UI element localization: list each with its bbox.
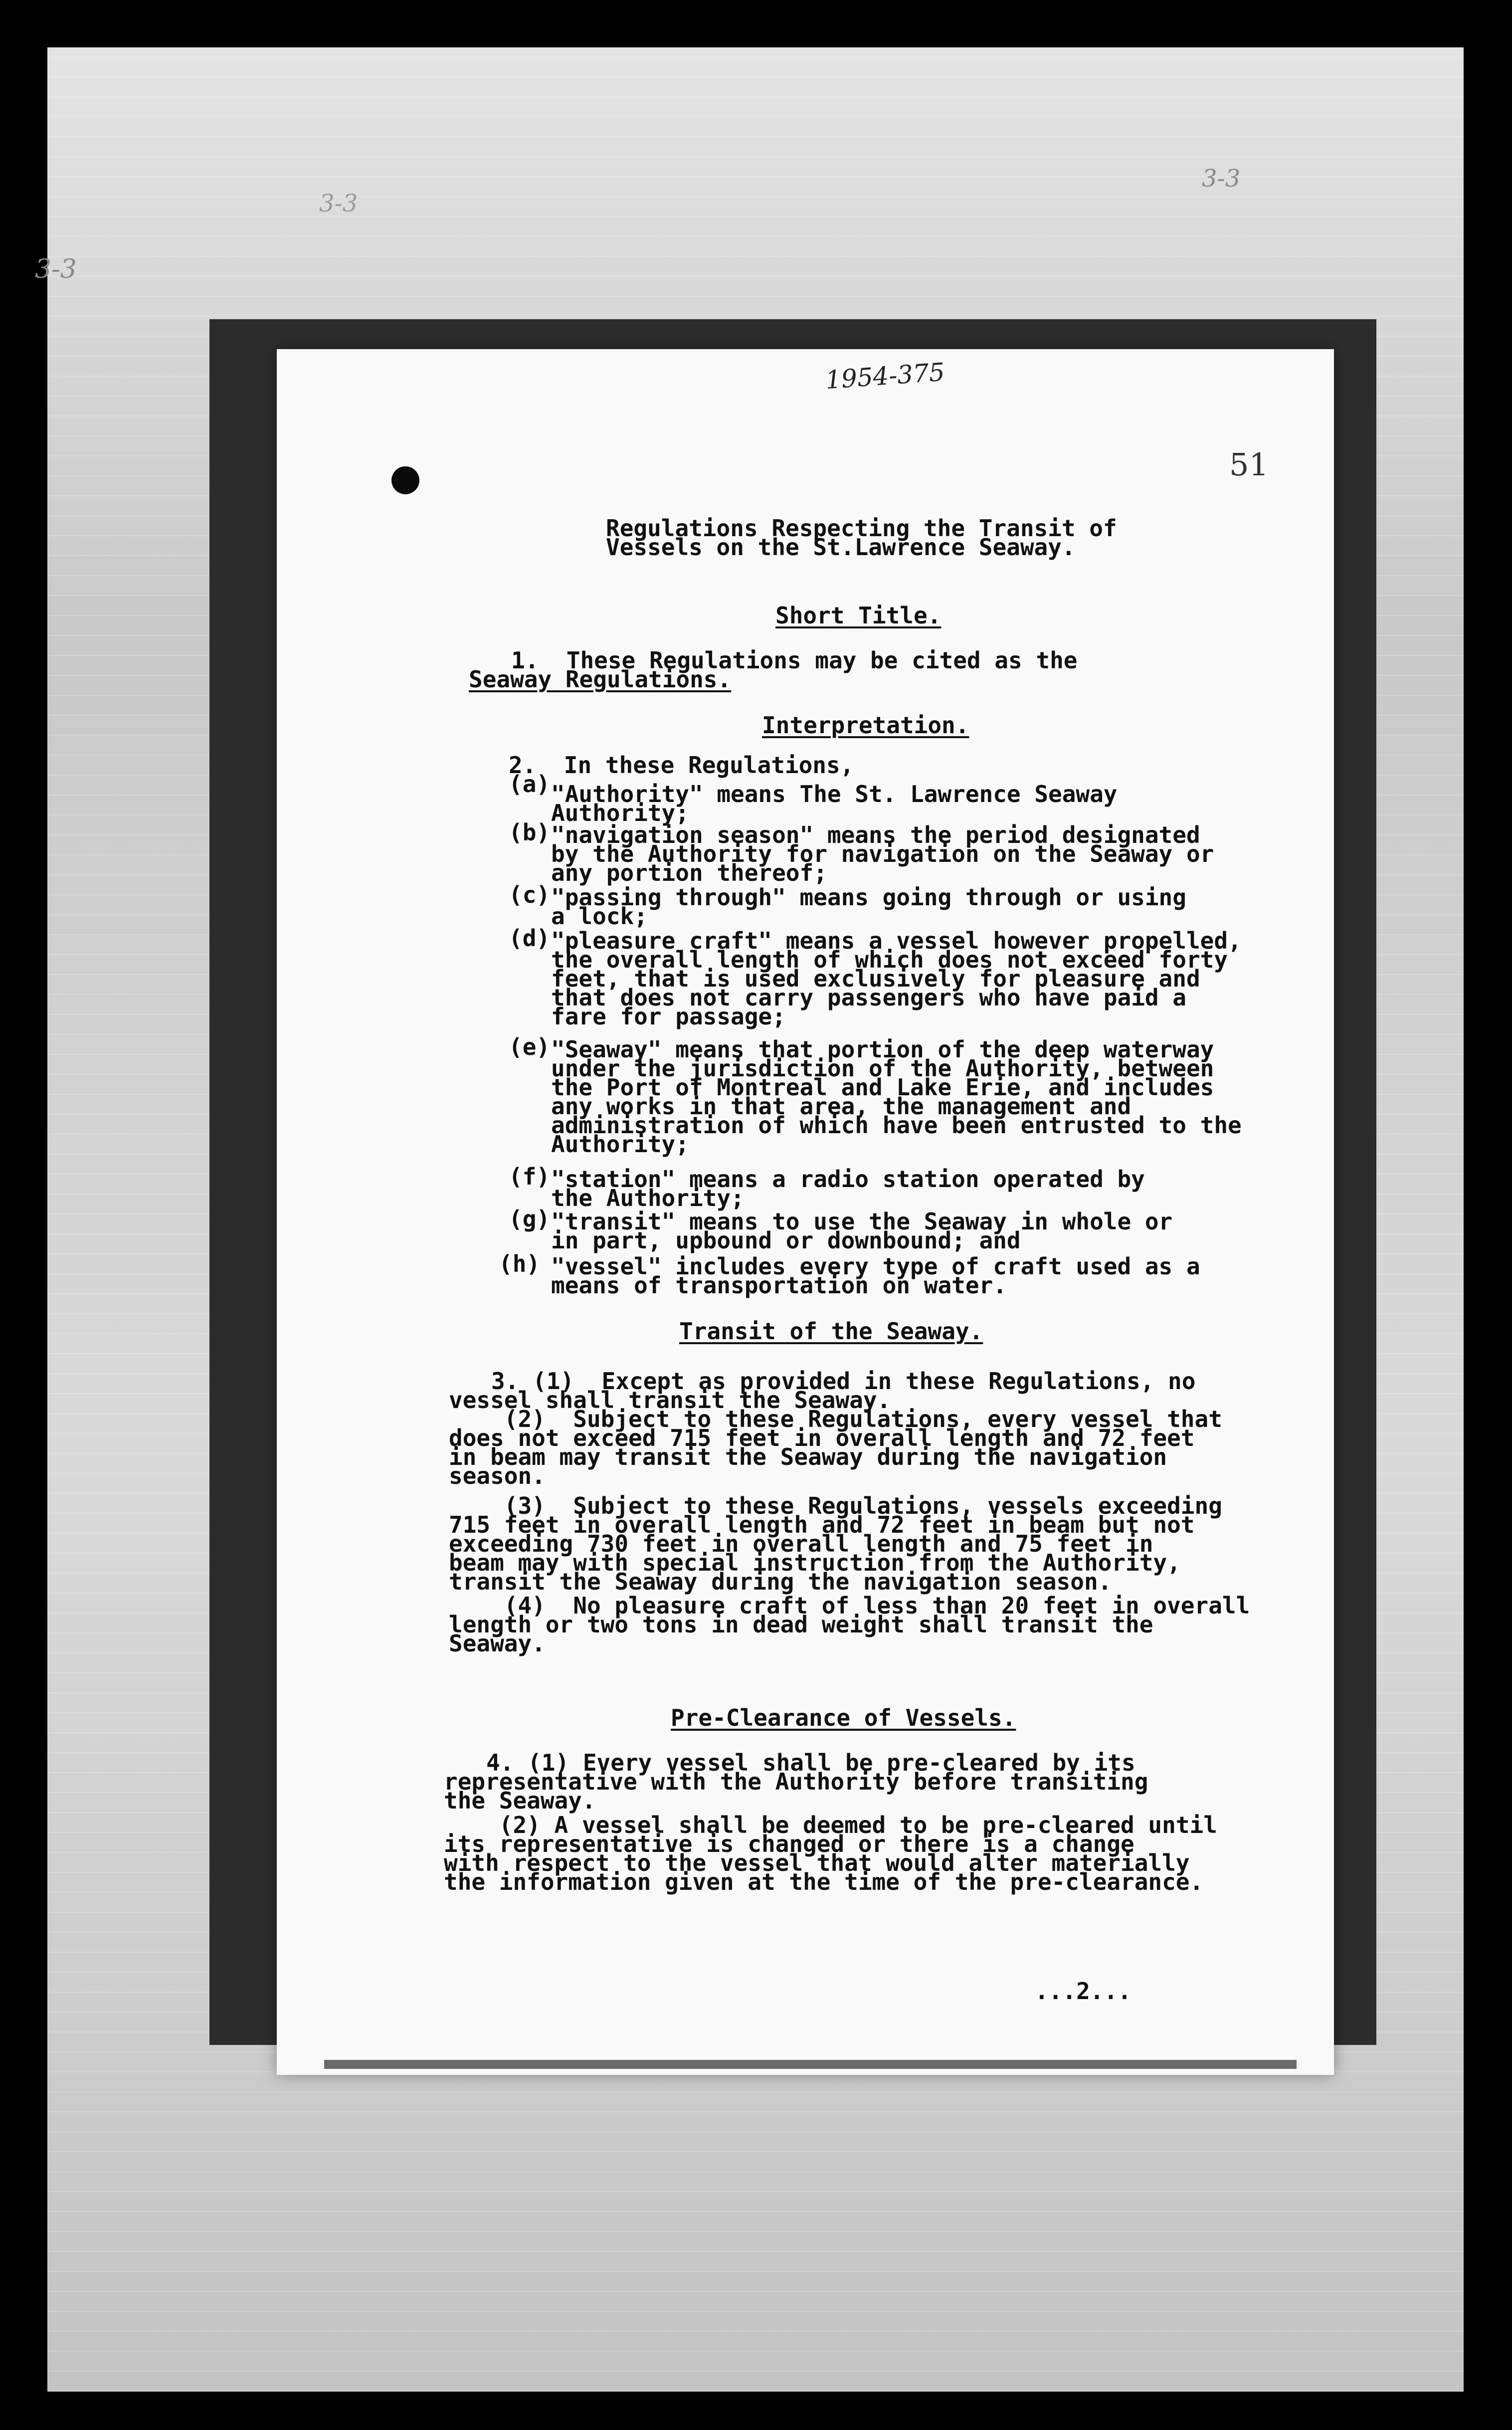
interpretation-label-a: (a)	[509, 771, 551, 798]
preclearance-line-4: (2) A vessel shall be deemed to be pre-cleared until	[444, 1812, 1217, 1838]
film-file-number-left: 3-3	[35, 254, 77, 284]
page-number: 51	[1229, 446, 1269, 483]
preclearance-line-2: representative with the Authority before transiting	[444, 1768, 1148, 1795]
preclearance-line-6: with respect to the vessel that would alter materially	[444, 1849, 1190, 1876]
interpretation-d-line-2: the overall length of which does not exceed forty	[551, 946, 1228, 973]
film-file-number-upper: 3-3	[319, 190, 358, 217]
interpretation-d-line-4: that does not carry passengers who have paid a	[551, 984, 1186, 1011]
interpretation-d-line-3: feet, that is used exclusively for pleasure and	[551, 965, 1200, 992]
interpretation-intro: 2. In these Regulations,	[509, 752, 854, 779]
transit-line-10: beam may with special instruction from the Authority,	[449, 1549, 1181, 1576]
transit-line-12: (4) No pleasure craft of less than 20 feet in overall	[449, 1592, 1250, 1619]
interpretation-h-line-2: means of transportation on water.	[551, 1272, 1007, 1299]
heading-short-title: Short Title.	[775, 602, 942, 629]
interpretation-e-line-6: Authority;	[551, 1131, 689, 1158]
preclearance-line-5: its representative is changed or there is a change	[444, 1830, 1134, 1857]
transit-line-7: (3) Subject to these Regulations, vessels exceeding	[449, 1492, 1222, 1519]
interpretation-h-line-1: "vessel" includes every type of craft used as a	[551, 1253, 1200, 1280]
transit-line-6: season.	[449, 1462, 546, 1489]
interpretation-e-line-5: administration of which have been entrusted to the	[551, 1112, 1242, 1139]
preclearance-line-1: 4. (1) Every vessel shall be pre-cleared by its	[486, 1749, 1135, 1776]
transit-line-8: 715 feet in overall length and 72 feet in beam but not	[449, 1511, 1195, 1538]
heading-transit: Transit of the Seaway.	[679, 1318, 983, 1345]
heading-preclearance: Pre-Clearance of Vessels.	[671, 1704, 1016, 1731]
heading-interpretation: Interpretation.	[762, 712, 969, 739]
interpretation-b-line-2: by the Authority for navigation on the Seaway or	[551, 840, 1214, 867]
transit-line-2: vessel shall transit the Seaway.	[449, 1387, 891, 1414]
interpretation-label-h: (h)	[499, 1250, 541, 1277]
transit-line-5: in beam may transit the Seaway during the navigation	[449, 1443, 1167, 1470]
film-file-number-right: 3-3	[1202, 165, 1241, 193]
interpretation-d-line-1: "pleasure craft" means a vessel however propelled,	[551, 927, 1242, 954]
title-line-1: Regulations Respecting the Transit of	[606, 515, 1117, 542]
interpretation-b-line-1: "navigation season" means the period designated	[551, 821, 1200, 848]
interpretation-e-line-2: under the jurisdiction of the Authority, between	[551, 1055, 1214, 1082]
interpretation-c-line-1: "passing through" means going through or using	[551, 884, 1186, 911]
interpretation-e-line-1: "Seaway" means that portion of the deep waterway	[551, 1036, 1214, 1063]
interpretation-label-d: (d)	[509, 925, 551, 952]
short-title-para-line-1: 1. These Regulations may be cited as the	[511, 647, 1078, 674]
transit-line-3: (2) Subject to these Regulations, every vessel that	[449, 1406, 1222, 1432]
interpretation-a-line-2: Authority;	[551, 800, 689, 826]
preclearance-line-7: the information given at the time of the pre-clearance.	[444, 1868, 1204, 1895]
transit-line-11: transit the Seaway during the navigation season.	[449, 1568, 1112, 1595]
preclearance-line-3: the Seaway.	[444, 1787, 596, 1814]
handwritten-reference: 1954-375	[824, 357, 946, 395]
interpretation-a-line-1: "Authority" means The St. Lawrence Seaway	[551, 781, 1118, 808]
transit-line-9: exceeding 730 feet in overall length and 75 feet in	[449, 1530, 1153, 1557]
transit-line-4: does not exceed 715 feet in overall length and 72 feet	[449, 1424, 1195, 1451]
interpretation-label-f: (f)	[509, 1163, 551, 1190]
interpretation-g-line-1: "transit" means to use the Seaway in whole or	[551, 1208, 1173, 1235]
interpretation-label-e: (e)	[509, 1033, 551, 1060]
transit-line-1: 3. (1) Except as provided in these Regulations, no	[491, 1368, 1196, 1395]
short-title-para-line-2: Seaway Regulations.	[469, 666, 732, 693]
interpretation-f-line-2: the Authority;	[551, 1185, 745, 1212]
transit-line-13: length or two tons in dead weight shall transit the	[449, 1611, 1153, 1638]
interpretation-g-line-2: in part, upbound or downbound; and	[551, 1227, 1021, 1254]
interpretation-e-line-3: the Port of Montreal and Lake Erie, and includes	[551, 1074, 1214, 1101]
transit-line-14: Seaway.	[449, 1630, 546, 1657]
interpretation-b-line-3: any portion thereof;	[551, 859, 827, 886]
interpretation-label-g: (g)	[509, 1206, 551, 1232]
interpretation-d-line-5: fare for passage;	[551, 1003, 786, 1030]
interpretation-label-b: (b)	[509, 819, 551, 846]
interpretation-label-c: (c)	[509, 881, 551, 908]
continuation-mark: ...2...	[1035, 1978, 1132, 2005]
interpretation-c-line-2: a lock;	[551, 903, 648, 930]
interpretation-e-line-4: any works in that area, the management and	[551, 1093, 1132, 1120]
title-line-2: Vessels on the St.Lawrence Seaway.	[606, 534, 1076, 561]
interpretation-f-line-1: "station" means a radio station operated by	[551, 1166, 1145, 1193]
